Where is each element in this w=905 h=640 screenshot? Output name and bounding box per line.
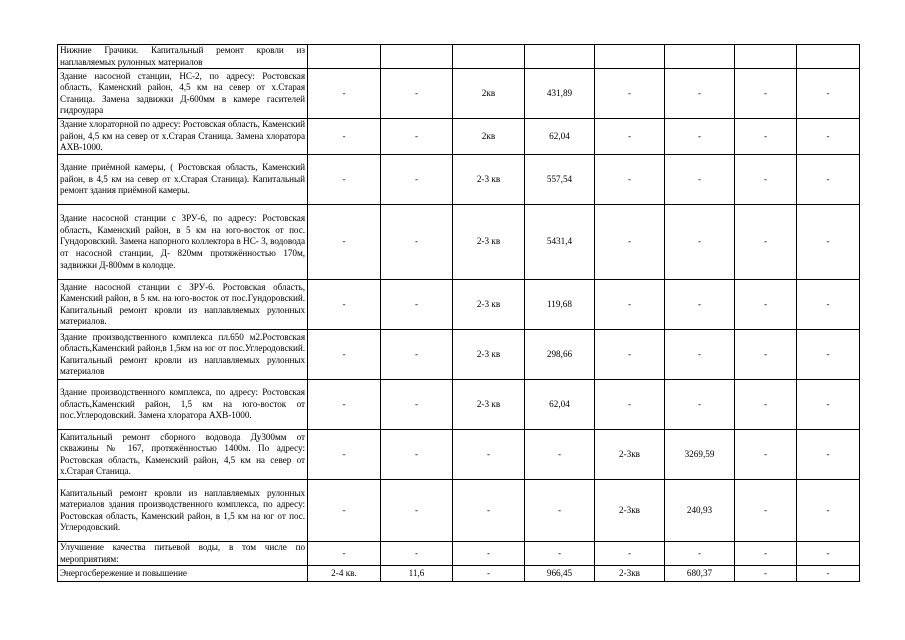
row-cell-col-6: -: [665, 205, 735, 280]
row-cell-col-7: -: [735, 380, 797, 430]
row-cell-col-7: -: [735, 430, 797, 480]
row-cell-col-8: -: [797, 205, 860, 280]
row-description: Здание приёмной камеры, ( Ростовская область, Каменский район, в 4,5 км на север от х.Старая Станица). Капитальный ремонт здания приёмной камеры.: [58, 155, 308, 205]
table-row: [58, 480, 860, 542]
row-cell-col-8: -: [797, 566, 860, 582]
row-cell-col-5: 2-3кв: [595, 480, 665, 542]
row-cell-col-5: -: [595, 542, 665, 566]
row-cell-col-2: -: [381, 380, 453, 430]
table-row: [58, 566, 860, 582]
row-cell-col-6: -: [665, 155, 735, 205]
table-body: [58, 45, 860, 582]
row-cell-col-2: -: [381, 119, 453, 155]
row-description: Улучшение качества питьевой воды, в том числе по мероприятиям:: [58, 542, 308, 566]
row-cell-col-2: -: [381, 205, 453, 280]
row-cell-col-2: -: [381, 480, 453, 542]
row-cell-col-3: 2-3 кв: [453, 205, 525, 280]
row-cell-col-7: -: [735, 542, 797, 566]
row-cell-col-7: -: [735, 330, 797, 380]
row-cell-col-2: -: [381, 330, 453, 380]
row-cell-col-6: 3269,59: [665, 430, 735, 480]
row-cell-col-5: -: [595, 205, 665, 280]
row-cell-col-4: 966,45: [525, 566, 595, 582]
row-cell-col-1: -: [308, 155, 381, 205]
row-cell-col-1: -: [308, 380, 381, 430]
row-cell-col-1: -: [308, 119, 381, 155]
table-row: [58, 69, 860, 119]
row-cell-col-3: 2кв: [453, 119, 525, 155]
row-cell-col-1: -: [308, 280, 381, 330]
row-cell-col-6: -: [665, 380, 735, 430]
row-cell-col-4: -: [525, 480, 595, 542]
row-cell-col-1: -: [308, 205, 381, 280]
row-cell-col-3: -: [453, 566, 525, 582]
row-description: Капитальный ремонт кровли из наплавляемых рулонных материалов здания производственного комплекса, по адресу: Ростовская область, Каменский район, в 1,5 км на юг от пос. Углеродовский.: [58, 480, 308, 542]
row-description: Здание насосной станции с ЗРУ-6. Ростовская область, Каменский район, в 5 км. на юго-восток от пос.Гундоровский. Капитальный ремонт кровли из наплавляемых рулонных материалов.: [58, 280, 308, 330]
row-cell-col-1: -: [308, 69, 381, 119]
row-description: Здание хлораторной по адресу: Ростовская область, Каменский район, 4,5 км на север от х.Старая Станица. Замена хлоратора АХВ-1000.: [58, 119, 308, 155]
row-cell-col-8: -: [797, 542, 860, 566]
row-cell-col-5: -: [595, 69, 665, 119]
row-cell-col-4: -: [525, 430, 595, 480]
row-cell-col-8: -: [797, 119, 860, 155]
document-page: [57, 44, 860, 582]
row-cell-col-3: [453, 45, 525, 69]
row-cell-col-4: 62,04: [525, 380, 595, 430]
table-row: [58, 380, 860, 430]
row-cell-col-2: -: [381, 155, 453, 205]
row-cell-col-8: -: [797, 480, 860, 542]
row-cell-col-3: -: [453, 480, 525, 542]
table-row: [58, 205, 860, 280]
row-cell-col-7: -: [735, 280, 797, 330]
row-description: Здание производственного комплекса, по адресу: Ростовская область,Каменский район, 1,5 км на юго-восток от пос.Углеродовский. Замена хлоратора АХВ-1000.: [58, 380, 308, 430]
row-cell-col-6: [665, 45, 735, 69]
row-cell-col-4: -: [525, 542, 595, 566]
row-cell-col-1: 2-4 кв.: [308, 566, 381, 582]
row-cell-col-2: [381, 45, 453, 69]
row-description: Здание насосной станции с ЗРУ-6, по адресу: Ростовская область, Каменский район, в 5 км на юго-восток от пос. Гундоровский. Замена напорного коллектора в НС- 3, водовода от насосной станции, Д- 820мм протяжённостью 170м, задвижки Д-800мм в колодце.: [58, 205, 308, 280]
row-cell-col-6: 680,37: [665, 566, 735, 582]
row-cell-col-7: -: [735, 205, 797, 280]
table-row: [58, 45, 860, 69]
row-cell-col-7: -: [735, 566, 797, 582]
row-cell-col-1: -: [308, 480, 381, 542]
row-cell-col-2: -: [381, 69, 453, 119]
row-cell-col-8: [797, 45, 860, 69]
row-cell-col-2: -: [381, 430, 453, 480]
row-cell-col-8: -: [797, 430, 860, 480]
row-cell-col-8: -: [797, 380, 860, 430]
row-description: Здание производственного комплекса пл.650 м2.Ростовская область,Каменский район,в 1,5км на юг от пос.Углеродовский. Капитальный ремонт кровли из наплавляемых рулонных материалов: [58, 330, 308, 380]
table-row: [58, 330, 860, 380]
row-cell-col-8: -: [797, 280, 860, 330]
row-cell-col-6: 240,93: [665, 480, 735, 542]
row-cell-col-1: -: [308, 542, 381, 566]
row-cell-col-5: -: [595, 155, 665, 205]
table-row: [58, 542, 860, 566]
row-cell-col-3: 2кв: [453, 69, 525, 119]
table-row: [58, 280, 860, 330]
row-cell-col-3: 2-3 кв: [453, 330, 525, 380]
table-row: [58, 119, 860, 155]
row-cell-col-4: 431,89: [525, 69, 595, 119]
row-cell-col-6: -: [665, 280, 735, 330]
row-cell-col-8: -: [797, 69, 860, 119]
row-cell-col-5: [595, 45, 665, 69]
row-cell-col-7: -: [735, 119, 797, 155]
row-cell-col-3: 2-3 кв: [453, 280, 525, 330]
row-cell-col-7: -: [735, 480, 797, 542]
row-cell-col-5: 2-3кв: [595, 566, 665, 582]
row-cell-col-3: -: [453, 430, 525, 480]
row-cell-col-6: -: [665, 542, 735, 566]
investment-program-table: [57, 44, 860, 582]
row-cell-col-4: 119,68: [525, 280, 595, 330]
row-cell-col-5: -: [595, 119, 665, 155]
row-cell-col-3: -: [453, 542, 525, 566]
table-row: [58, 430, 860, 480]
row-cell-col-7: [735, 45, 797, 69]
row-description: Капитальный ремонт сборного водовода Ду300мм от скважины № 167, протяжённостью 1400м. По адресу: Ростовская область, Каменский район, 4,5 км на север от х.Старая Станица.: [58, 430, 308, 480]
row-cell-col-7: -: [735, 155, 797, 205]
row-cell-col-5: -: [595, 280, 665, 330]
row-cell-col-2: -: [381, 542, 453, 566]
row-cell-col-1: -: [308, 430, 381, 480]
row-cell-col-8: -: [797, 330, 860, 380]
row-cell-col-1: -: [308, 330, 381, 380]
row-cell-col-4: [525, 45, 595, 69]
row-cell-col-2: -: [381, 280, 453, 330]
row-cell-col-4: 62,04: [525, 119, 595, 155]
row-cell-col-5: 2-3кв: [595, 430, 665, 480]
row-cell-col-4: 5431,4: [525, 205, 595, 280]
row-cell-col-3: 2-3 кв: [453, 380, 525, 430]
row-cell-col-6: -: [665, 119, 735, 155]
table-row: [58, 155, 860, 205]
row-cell-col-4: 298,66: [525, 330, 595, 380]
row-cell-col-7: -: [735, 69, 797, 119]
row-cell-col-1: [308, 45, 381, 69]
row-cell-col-6: -: [665, 69, 735, 119]
row-cell-col-8: -: [797, 155, 860, 205]
row-description: Нижние Грачики. Капитальный ремонт кровли из наплавляемых рулонных материалов: [58, 45, 308, 69]
row-cell-col-2: 11,6: [381, 566, 453, 582]
row-description: Здание насосной станции, НС-2, по адресу: Ростовская область, Каменский район, 4,5 км на север от х.Старая Станица. Замена задвижки Д-600мм в камере гасителей гидроудара: [58, 69, 308, 119]
row-description: Энергосбережение и повышение: [58, 566, 308, 582]
row-cell-col-5: -: [595, 330, 665, 380]
row-cell-col-3: 2-3 кв: [453, 155, 525, 205]
row-cell-col-5: -: [595, 380, 665, 430]
row-cell-col-6: -: [665, 330, 735, 380]
row-cell-col-4: 557,54: [525, 155, 595, 205]
